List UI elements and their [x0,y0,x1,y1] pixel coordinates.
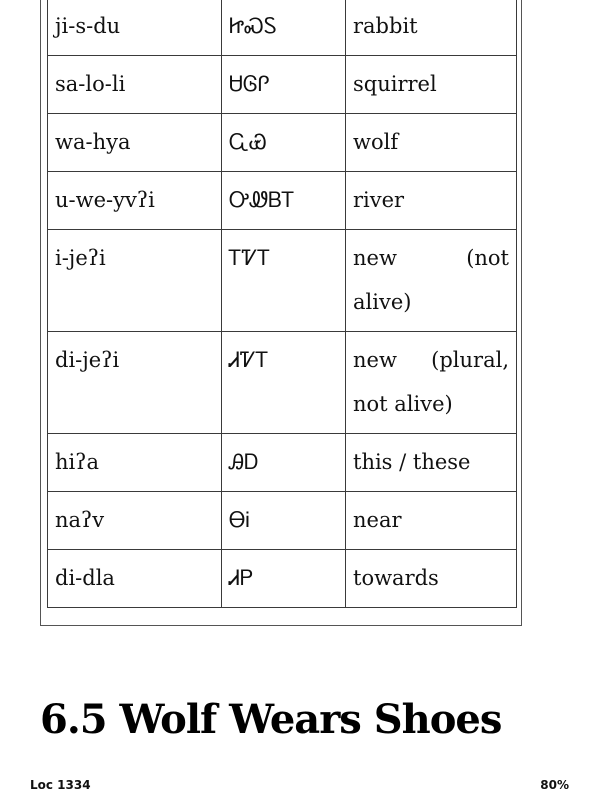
meaning-cell: wolf [346,114,517,172]
transliteration-cell: di-jeʔi [48,332,222,434]
syllabary-cell: ᎤᏪᏴᎢ [222,172,346,230]
meaning-cell: this / these [346,434,517,492]
table-row [48,230,517,332]
transliteration-cell: wa-hya [48,114,222,172]
table-row [48,492,517,550]
transliteration-cell: ji-s-du [48,0,222,56]
meaning-cell: new (not alive) [346,230,517,332]
table-row [48,434,517,492]
meaning-cell: river [346,172,517,230]
table-row [48,56,517,114]
transliteration-cell: i-jeʔi [48,230,222,332]
transliteration-cell: hiʔa [48,434,222,492]
syllabary-cell: ᏗᏢ [222,550,346,608]
location-indicator: Loc 1334 [30,778,91,792]
syllabary-cell: ᏗᏤᎢ [222,332,346,434]
transliteration-cell: u-we-yvʔi [48,172,222,230]
reading-progress: 80% [540,778,569,792]
meaning-cell: near [346,492,517,550]
transliteration-cell: naʔv [48,492,222,550]
table-row [48,332,517,434]
syllabary-cell: ᏥᏍᏚ [222,0,346,56]
section-heading: 6.5 Wolf Wears Shoes [40,696,502,743]
meaning-cell: squirrel [346,56,517,114]
transliteration-cell: sa-lo-li [48,56,222,114]
transliteration-cell: di-dla [48,550,222,608]
meaning-cell: towards [346,550,517,608]
meaning-cell: new (plural, not alive) [346,332,517,434]
table-row [48,0,517,56]
syllabary-cell: ᎾᎥ [222,492,346,550]
table-row [48,550,517,608]
syllabary-cell: ᏌᎶᎵ [222,56,346,114]
meaning-cell: rabbit [346,0,517,56]
table-row [48,172,517,230]
vocabulary-table [47,0,517,608]
syllabary-cell: ᎯᎠ [222,434,346,492]
syllabary-cell: ᏩᏯ [222,114,346,172]
table-row [48,114,517,172]
syllabary-cell: ᎢᏤᎢ [222,230,346,332]
